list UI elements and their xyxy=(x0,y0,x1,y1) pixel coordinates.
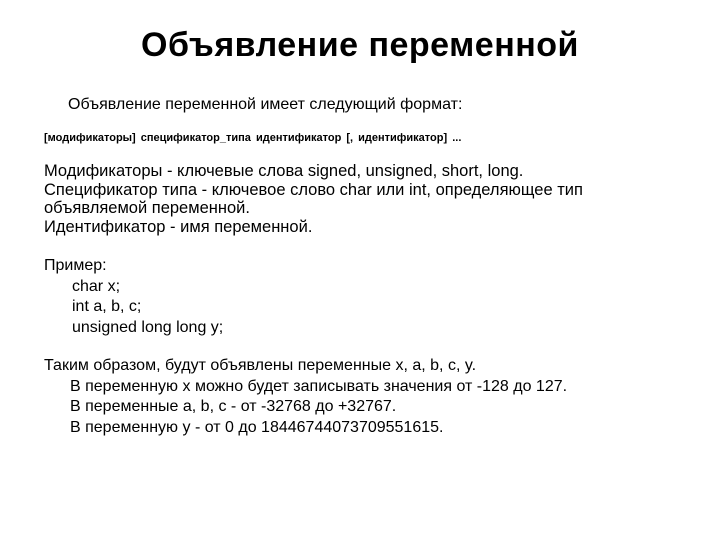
definition-term: Спецификатор типа xyxy=(44,180,198,199)
intro-text: Объявление переменной имеет следующий формат: xyxy=(68,96,463,113)
code-line: unsigned long long y; xyxy=(72,318,224,336)
summary-line: В переменные a, b, c - от -32768 до +32767. xyxy=(70,398,397,415)
definition-type-specifier-continued xyxy=(44,199,583,218)
definition-text: - ключевые слова signed, unsigned, short, long. xyxy=(162,162,524,180)
summary-heading: Таким образом, будут объявлены переменные x, a, b, c, y. xyxy=(44,357,477,374)
definition-term: Идентификатор xyxy=(44,217,166,236)
code-line: char x; xyxy=(72,277,121,295)
summary-block xyxy=(44,356,567,438)
definition-term: Модификаторы xyxy=(44,162,163,180)
definition-text: - ключевое слово char или int, определяющее тип xyxy=(197,180,583,199)
definitions-list xyxy=(44,162,583,236)
summary-line: В переменную y - от 0 до 18446744073709551615. xyxy=(70,418,444,436)
slide-title: Объявление переменной xyxy=(141,26,579,64)
definition-type-specifier xyxy=(44,181,583,200)
definition-text: объявляемой переменной. xyxy=(44,199,250,217)
summary-line: В переменную x можно будет записывать значения от -128 до 127. xyxy=(70,377,568,395)
syntax-format: [модификаторы] спецификатор_типа идентификатор [, идентификатор] ... xyxy=(44,132,462,144)
definition-identifier xyxy=(44,218,583,237)
definition-text: - имя переменной. xyxy=(165,217,313,236)
example-block xyxy=(44,256,223,338)
code-line: int a, b, c; xyxy=(72,298,142,315)
example-heading: Пример: xyxy=(44,257,107,274)
definition-modifiers xyxy=(44,162,583,181)
